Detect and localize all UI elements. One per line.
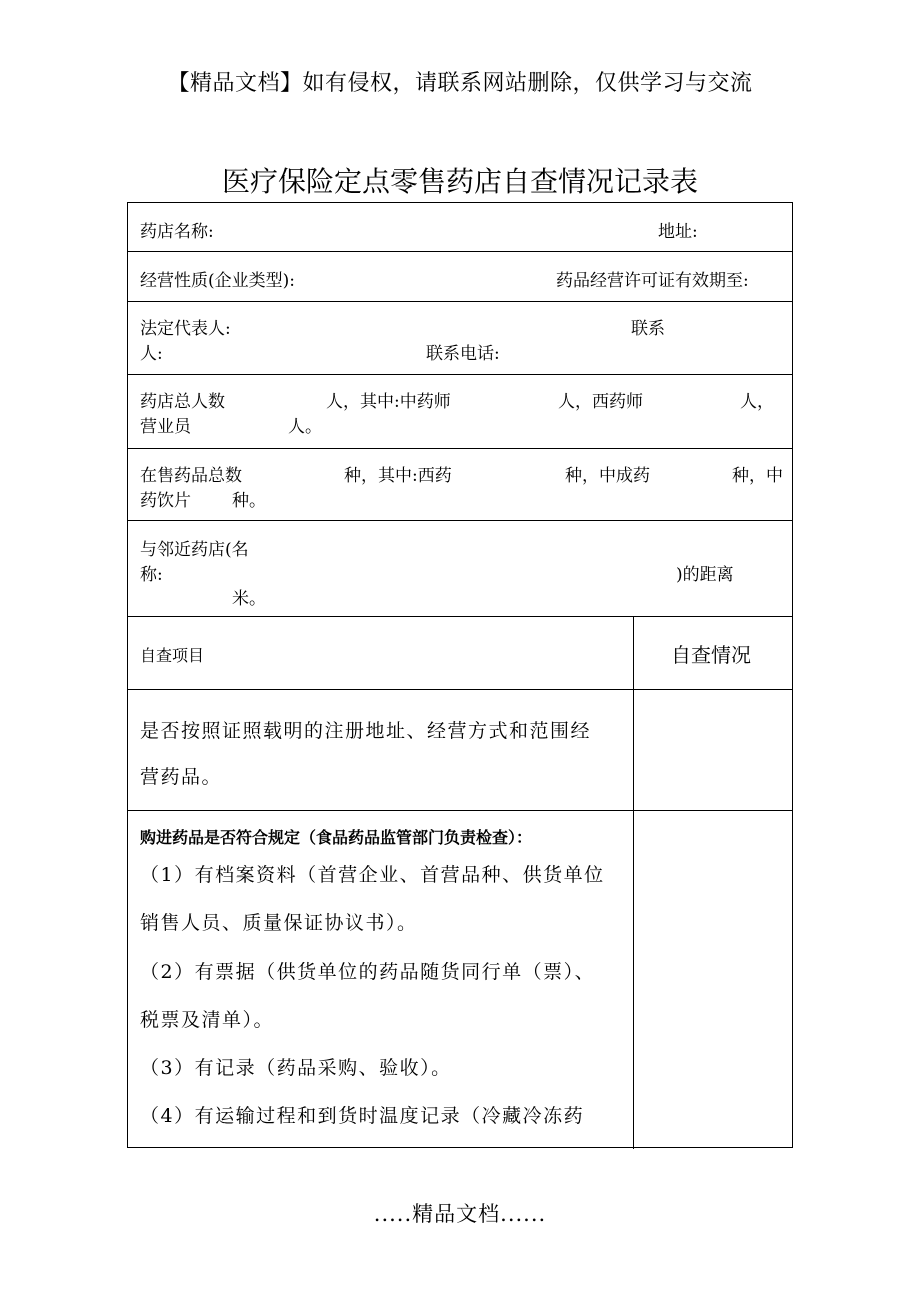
- header-status: 自查情况: [671, 643, 751, 667]
- page-footer: .....精品文档......: [373, 1202, 547, 1226]
- staff-unit-4: 人。: [288, 417, 322, 437]
- business-nature-label: 经营性质(企业类型):: [140, 271, 295, 291]
- pharmacy-name-label: 药店名称:: [140, 222, 214, 242]
- item1-line1: 是否按照证照载明的注册地址、经营方式和范围经: [140, 720, 592, 742]
- contact-label-part1: 联系: [631, 319, 665, 339]
- page-title: 医疗保险定点零售药店自查情况记录表: [221, 165, 698, 198]
- item-row-1: [128, 690, 792, 811]
- staff-sales-label: 营业员: [140, 417, 191, 437]
- drugs-unit-4: 种。: [232, 491, 266, 511]
- neighbor-label-1: 与邻近药店(名: [140, 540, 249, 560]
- item2-line4: 税票及清单）。: [140, 1009, 275, 1031]
- drugs-herbal-label: 药饮片: [140, 491, 191, 511]
- neighbor-label-2: 称:: [140, 565, 163, 585]
- column-divider: [633, 811, 634, 1149]
- address-label: 地址:: [658, 222, 698, 242]
- copyright-notice: 【精品文档】如有侵权，请联系网站删除，仅供学习与交流: [167, 71, 753, 96]
- column-divider: [633, 617, 634, 689]
- staff-total-label: 药店总人数: [140, 392, 225, 412]
- staff-western-label: 人，西药师: [558, 392, 643, 412]
- drugs-unit-3: 种，中: [732, 466, 783, 486]
- row-drug-count: [128, 449, 792, 521]
- drugs-total-label: 在售药品总数: [140, 466, 242, 486]
- legal-rep-label: 法定代表人:: [140, 319, 231, 339]
- header-item: 自查项目: [140, 646, 205, 665]
- neighbor-distance-label: )的距离: [676, 565, 734, 585]
- item2-line2: 销售人员、质量保证协议书）。: [140, 912, 418, 934]
- drugs-western-label: 种，其中:西药: [344, 466, 452, 486]
- item2-line5: （3）有记录（药品采购、验收）。: [140, 1057, 452, 1079]
- item2-line6: （4）有运输过程和到货时温度记录（冷藏冷冻药: [140, 1105, 585, 1127]
- table-header-row: [128, 617, 792, 690]
- license-expiry-label: 药品经营许可证有效期至:: [556, 271, 749, 291]
- column-divider: [633, 690, 634, 810]
- contact-label-part2: 人:: [140, 344, 163, 364]
- neighbor-meter-label: 米。: [232, 589, 266, 609]
- staff-tcm-label: 人，其中:中药师: [326, 392, 451, 412]
- item2-line1: （1）有档案资料（首营企业、首营品种、供货单位: [140, 864, 605, 886]
- drugs-patent-label: 种，中成药: [565, 466, 650, 486]
- row-legal-rep: [128, 302, 792, 375]
- phone-label: 联系电话:: [426, 344, 500, 364]
- row-business-nature: [128, 252, 792, 302]
- item1-line2: 营药品。: [140, 766, 223, 788]
- row-pharmacy-name: [128, 203, 792, 252]
- row-neighbor-distance: [128, 521, 792, 617]
- item-row-2: [128, 811, 792, 1149]
- row-staff-count: [128, 375, 792, 449]
- self-inspection-form: [127, 202, 793, 1148]
- item2-line3: （2）有票据（供货单位的药品随货同行单（票）、: [140, 961, 596, 983]
- staff-unit-3: 人，: [740, 392, 774, 412]
- item2-heading: 购进药品是否符合规定（食品药品监管部门负责检查）：: [140, 828, 533, 847]
